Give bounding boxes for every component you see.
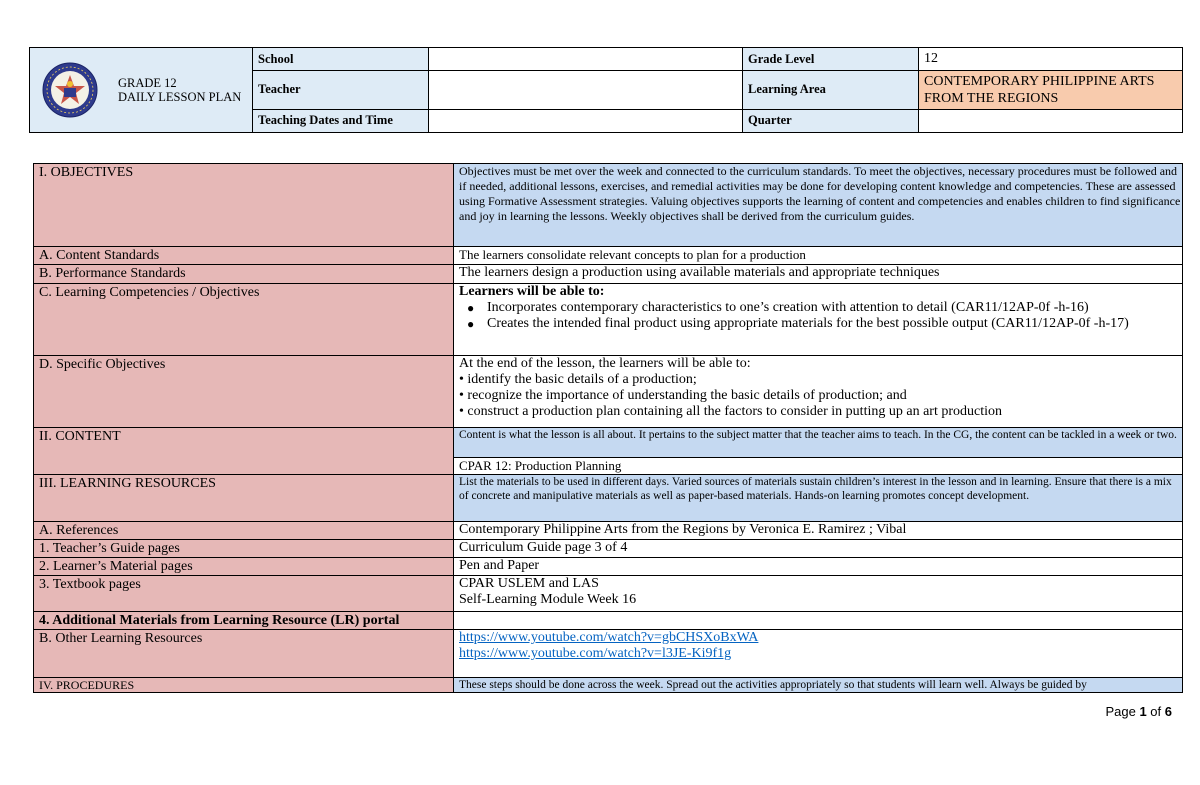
page-footer <box>1105 704 1172 719</box>
grade-level-label: Grade Level <box>743 48 919 71</box>
learning-area-label: Learning Area <box>743 71 919 109</box>
grade-level-value: 12 <box>919 48 1183 71</box>
table-row <box>34 475 1183 522</box>
additional-materials-label: 4. Additional Materials from Learning Resource (LR) portal <box>34 612 454 630</box>
performance-standards-label: B. Performance Standards <box>34 265 454 284</box>
dates-label: Teaching Dates and Time <box>253 109 429 132</box>
teachers-guide-value: Curriculum Guide page 3 of 4 <box>454 540 1183 558</box>
table-row <box>34 678 1183 693</box>
learning-area-value: CONTEMPORARY PHILIPPINE ARTS FROM THE REGIONS <box>919 71 1183 109</box>
other-resources-label: B. Other Learning Resources <box>34 630 454 678</box>
quarter-value <box>919 109 1183 132</box>
content-standards-value: The learners consolidate relevant concepts to plan for a production <box>454 247 1183 265</box>
textbook-label: 3. Textbook pages <box>34 576 454 612</box>
references-label: A. References <box>34 522 454 540</box>
school-label: School <box>253 48 429 71</box>
table-row <box>34 247 1183 265</box>
header-table <box>29 47 1183 133</box>
competency-item: ● Creates the intended final product using appropriate materials for the best possible output (CAR11/12AP-0f -h-17) <box>487 316 1182 332</box>
procedures-note: These steps should be done across the week. Spread out the activities appropriately so that students will learn well. Always be guided by <box>454 678 1183 693</box>
specific-objectives-line: • recognize the importance of understanding the basic details of production; and <box>459 388 907 403</box>
table-row <box>34 630 1183 678</box>
procedures-label: IV. PROCEDURES <box>34 678 454 693</box>
specific-objectives-line: • identify the basic details of a production; <box>459 372 697 387</box>
page-current: 1 <box>1139 704 1147 719</box>
other-resources-value <box>454 630 1183 678</box>
resource-link[interactable]: https://www.youtube.com/watch?v=gbCHSXoBxWA <box>459 630 759 645</box>
page-total: 6 <box>1164 704 1172 719</box>
teacher-value <box>429 71 743 109</box>
table-row <box>34 558 1183 576</box>
additional-materials-value <box>454 612 1183 630</box>
textbook-value <box>454 576 1183 612</box>
deped-seal-logo <box>42 62 98 118</box>
competencies-value <box>454 284 1183 356</box>
quarter-label: Quarter <box>743 109 919 132</box>
teacher-label: Teacher <box>253 71 429 109</box>
table-row <box>34 540 1183 558</box>
plan-title: DAILY LESSON PLAN <box>118 90 242 104</box>
table-row <box>34 164 1183 247</box>
resource-link[interactable]: https://www.youtube.com/watch?v=l3JE-Ki9f1g <box>459 646 732 661</box>
content-standards-label: A. Content Standards <box>34 247 454 265</box>
school-value <box>429 48 743 71</box>
content-label: II. CONTENT <box>34 428 454 475</box>
performance-standards-value: The learners design a production using available materials and appropriate techniques <box>454 265 1183 284</box>
learners-material-label: 2. Learner’s Material pages <box>34 558 454 576</box>
table-row <box>34 612 1183 630</box>
competencies-intro: Learners will be able to: <box>459 284 605 299</box>
content-note: Content is what the lesson is all about. It pertains to the subject matter that the teacher aims to teach. In the CG, the content can be tackled in a week or two. <box>454 428 1183 458</box>
table-row <box>34 265 1183 284</box>
specific-objectives-value <box>454 356 1183 428</box>
learning-resources-label: III. LEARNING RESOURCES <box>34 475 454 522</box>
lesson-plan-table <box>33 163 1183 693</box>
textbook-line: Self-Learning Module Week 16 <box>459 592 637 607</box>
page-word: Page <box>1105 704 1136 719</box>
specific-objectives-line: At the end of the lesson, the learners will be able to: <box>459 356 751 371</box>
learning-resources-note: List the materials to be used in different days. Varied sources of materials sustain children’s interest in the lesson and in learning. Ensure that there is a mix of concrete and manipulative materials as well as paper-based materials. Hands-on learning promotes concept development. <box>454 475 1183 522</box>
competencies-label: C. Learning Competencies / Objectives <box>34 284 454 356</box>
grade-title: GRADE 12 <box>118 76 177 90</box>
table-row <box>34 284 1183 356</box>
learners-material-value: Pen and Paper <box>454 558 1183 576</box>
content-value: CPAR 12: Production Planning <box>454 458 1183 475</box>
specific-objectives-label: D. Specific Objectives <box>34 356 454 428</box>
objectives-label: I. OBJECTIVES <box>34 164 454 247</box>
table-row <box>34 428 1183 458</box>
table-row <box>34 576 1183 612</box>
table-row <box>34 356 1183 428</box>
teachers-guide-label: 1. Teacher’s Guide pages <box>34 540 454 558</box>
specific-objectives-line: • construct a production plan containing all the factors to consider in putting up an art production <box>459 404 1002 419</box>
references-value: Contemporary Philippine Arts from the Regions by Veronica E. Ramirez ; Vibal <box>454 522 1183 540</box>
competency-item: ● Incorporates contemporary characteristics to one’s creation with attention to detail (CAR11/12AP-0f -h-16) <box>487 300 1182 316</box>
header-logo-cell <box>30 48 253 133</box>
dates-value <box>429 109 743 132</box>
textbook-line: CPAR USLEM and LAS <box>459 576 599 591</box>
table-row <box>34 522 1183 540</box>
of-word: of <box>1150 704 1162 719</box>
objectives-note: Objectives must be met over the week and connected to the curriculum standards. To meet the objectives, necessary procedures must be followed and if needed, additional lessons, exercises, and remedial activities may be done for developing content knowledge and competencies. These are assessed using Formative Assessment strategies. Valuing objectives supports the learning of content and competencies and enables children to find significance and joy in learning the lessons. Weekly objectives shall be derived from the curriculum guides. <box>454 164 1183 247</box>
